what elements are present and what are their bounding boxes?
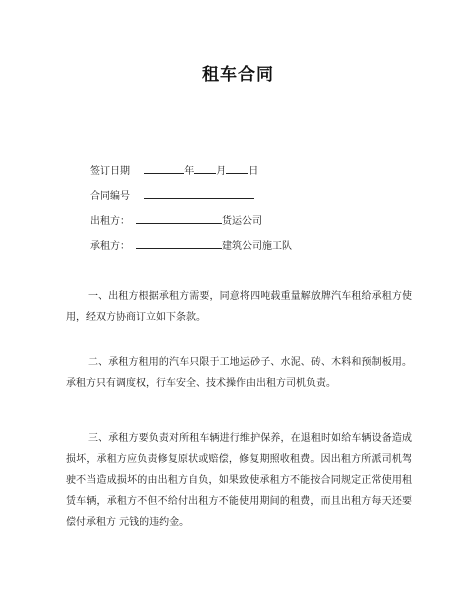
year-label: 年 bbox=[184, 166, 195, 177]
clause-1: 一、出租方根据承租方需要，同意将四吨载重量解放牌汽车租给承租方使用，经双方协商订立如下条款。 bbox=[66, 291, 412, 323]
lessee-row bbox=[90, 238, 292, 263]
lessee-suffix: 建筑公司施工队 bbox=[222, 241, 292, 252]
lessee-label: 承租方： bbox=[90, 241, 130, 252]
contract-no-blank bbox=[144, 188, 254, 199]
contract-no-label: 合同编号 bbox=[90, 191, 130, 202]
lessee-blank bbox=[136, 238, 222, 249]
clause-2: 二、承租方租用的汽车只限于工地运砂子、水泥、砖、木料和预制板用。承租方只有调度权，行车安全、技术操作由出租方司机负责。 bbox=[66, 357, 412, 389]
sign-date-label: 签订日期 bbox=[90, 166, 130, 177]
lessor-label: 出租方： bbox=[90, 216, 130, 227]
contract-no-row bbox=[90, 188, 292, 213]
day-blank bbox=[226, 163, 248, 174]
lessor-suffix: 货运公司 bbox=[222, 216, 262, 227]
contract-fields bbox=[90, 163, 292, 263]
year-blank bbox=[144, 163, 184, 174]
document-title: 租车合同 bbox=[202, 65, 274, 85]
day-label: 日 bbox=[248, 166, 259, 177]
month-label: 月 bbox=[216, 166, 227, 177]
sign-date-row bbox=[90, 163, 292, 188]
month-blank bbox=[194, 163, 216, 174]
clause-3: 三、承租方要负责对所租车辆进行维护保养，在退租时如给车辆设备造成损坏，承租方应负责修复原状或赔偿，修复期照收租费。因出租方所派司机驾驶不当造成损坏的由出租方自负，如果致使承租方不能按合同规定正常使用租赁车辆，承租方不但不给付出租方不能使用期间的租费，而且出租方每天还要偿付承租方 元钱的违约金。 bbox=[66, 433, 412, 528]
lessor-row bbox=[90, 213, 292, 238]
lessor-blank bbox=[136, 213, 222, 224]
